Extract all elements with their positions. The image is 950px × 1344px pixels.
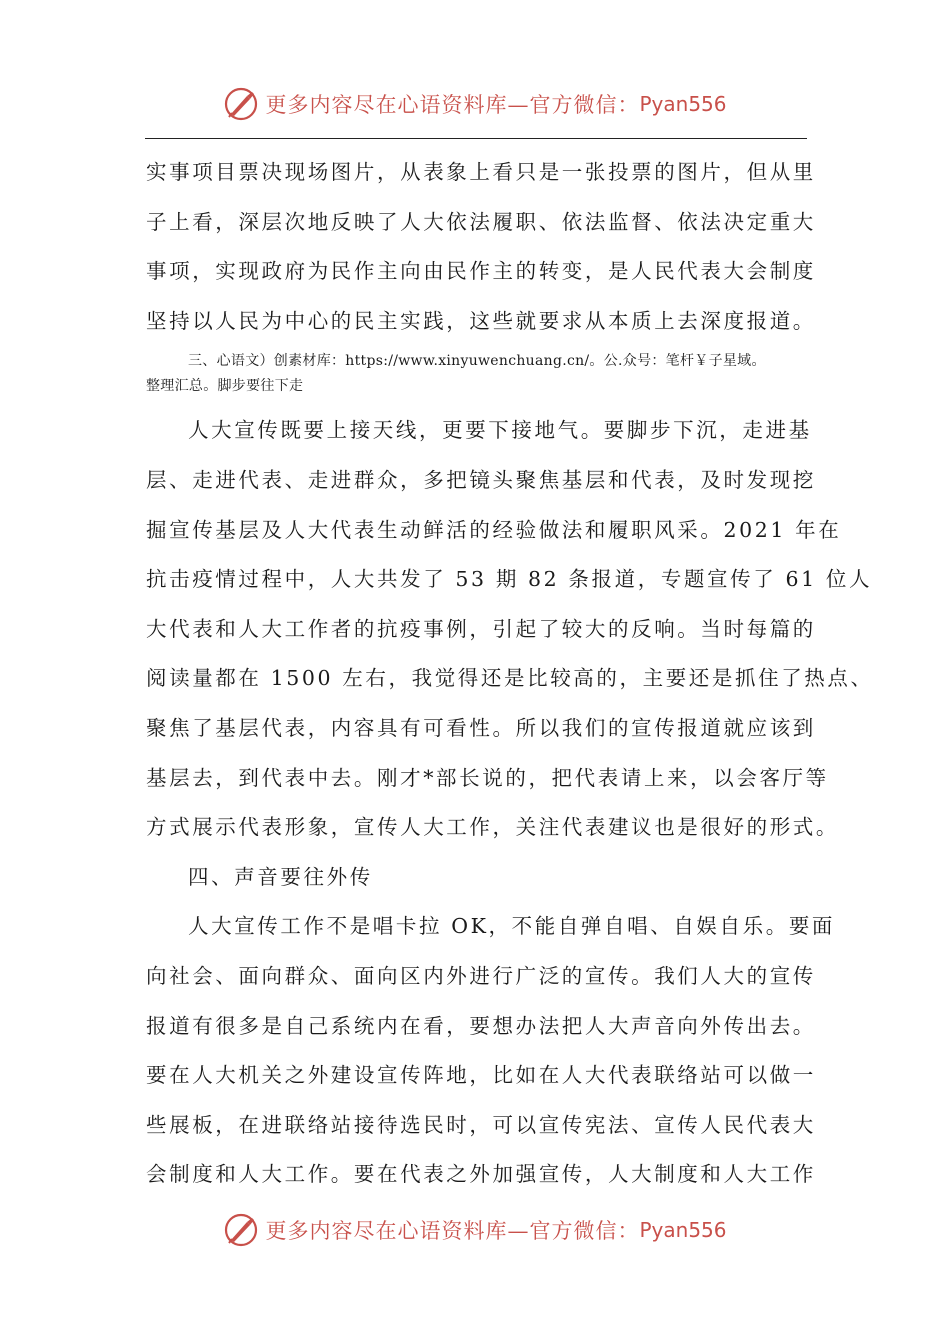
header-divider: [145, 138, 807, 139]
header-banner: [0, 84, 950, 124]
section-heading-4: [146, 853, 816, 903]
text-line: 实事项目票决现场图片，从表象上看只是一张投票的图片，但从里: [146, 160, 816, 184]
banner-wechat-id: Pyan556: [639, 1218, 727, 1242]
banner-wechat-id: Pyan556: [639, 92, 727, 116]
paragraph-1: [146, 148, 816, 346]
text-line: 报道有很多是自己系统内在看，要想办法把人大声音向外传出去。: [146, 1013, 816, 1038]
paragraph-3: [146, 902, 836, 1200]
text-line: 层、走进代表、走进群众，多把镜头聚焦基层和代表，及时发现挖: [146, 467, 816, 492]
text-line: 人大宣传既要上接天线，更要下接地气。要脚步下沉，走进基: [188, 418, 812, 443]
heading-line: 整理汇总。脚步要往下走: [146, 378, 304, 395]
banner-text: 更多内容尽在心语资料库—官方微信：: [265, 1219, 640, 1243]
text-line: 掘宣传基层及人大代表生动鲜活的经验做法和履职风采。2021 年在: [146, 517, 842, 542]
section-heading-3: [146, 349, 816, 399]
heading-line: 三、心语文）创素材库：https://www.xinyuwenchuang.cn/。公.众号：笔杆￥子星域。: [188, 353, 766, 370]
text-line: 坚持以人民为中心的民主实践，这些就要求从本质上去深度报道。: [146, 308, 816, 333]
text-line: 聚焦了基层代表，内容具有可看性。所以我们的宣传报道就应该到: [146, 715, 816, 740]
text-line: 抗击疫情过程中，人大共发了 53 期 82 条报道，专题宣传了 61 位人: [146, 567, 873, 592]
text-line: 事项，实现政府为民作主向由民作主的转变，是人民代表大会制度: [146, 259, 816, 284]
text-line: 向社会、面向群众、面向区内外进行广泛的宣传。我们人大的宣传: [146, 963, 816, 988]
text-line: 人大宣传工作不是唱卡拉 OK，不能自弹自唱、自娱自乐。要面: [188, 914, 836, 939]
text-line: 基层去，到代表中去。刚才*部长说的，把代表请上来，以会客厅等: [146, 765, 829, 790]
paragraph-2: [146, 406, 874, 852]
text-line: 大代表和人大工作者的抗疫事例，引起了较大的反响。当时每篇的: [146, 616, 816, 641]
pen-logo-icon: [223, 86, 259, 122]
heading-line: 四、声音要往外传: [188, 864, 373, 889]
text-line: 会制度和人大工作。要在代表之外加强宣传，人大制度和人大工作: [146, 1162, 816, 1187]
document-body: [146, 148, 874, 1200]
pen-logo-icon: [223, 1212, 259, 1248]
text-line: 些展板，在进联络站接待选民时，可以宣传宪法、宣传人民代表大: [146, 1112, 816, 1137]
banner-text: 更多内容尽在心语资料库—官方微信：: [265, 93, 640, 117]
text-line: 阅读量都在 1500 左右，我觉得还是比较高的，主要还是抓住了热点、: [146, 666, 874, 691]
text-line: 要在人大机关之外建设宣传阵地，比如在人大代表联络站可以做一: [146, 1063, 816, 1088]
text-line: 子上看，深层次地反映了人大依法履职、依法监督、依法决定重大: [146, 209, 816, 234]
footer-banner: [0, 1210, 950, 1250]
text-line: 方式展示代表形象，宣传人大工作，关注代表建议也是很好的形式。: [146, 815, 839, 840]
